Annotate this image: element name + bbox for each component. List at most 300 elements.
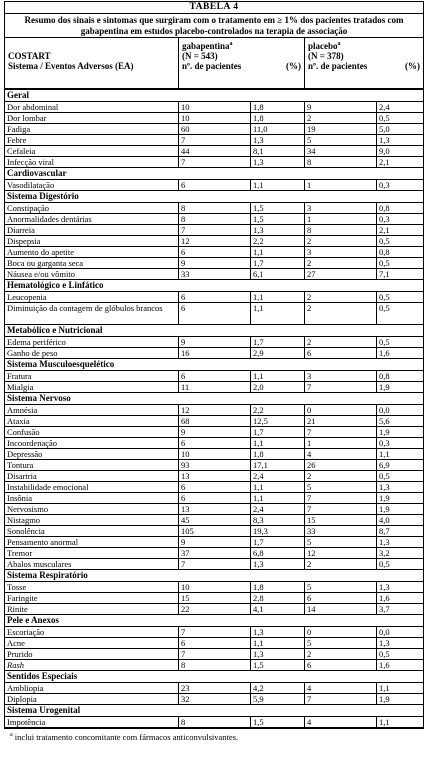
- gabapentin-pct-cell: 1,8: [251, 449, 305, 459]
- gabapentin-count-cell: 23: [179, 683, 251, 693]
- table-row: [5, 405, 423, 416]
- placebo-count-cell: 15: [305, 515, 377, 525]
- section-header: Sistema Urogenital: [5, 705, 423, 717]
- gabapentin-count-cell: 10: [179, 113, 251, 123]
- event-cell: Febre: [5, 135, 179, 145]
- gabapentin-pct-cell: 1,8: [251, 582, 305, 592]
- table-row: [5, 638, 423, 649]
- placebo-pct-cell: 2,1: [379, 225, 390, 235]
- adverse-events-table: [4, 1, 424, 729]
- placebo-count-cell: 3: [305, 203, 377, 213]
- placebo-pct-cell: 1,6: [379, 660, 390, 670]
- table-row: [5, 292, 423, 303]
- placebo-pct-cell: 9,0: [379, 146, 390, 156]
- gabapentin-pct-cell: 1,3: [251, 225, 305, 235]
- event-cell: Dor lombar: [5, 113, 179, 123]
- placebo-pct-cell: 1,6: [379, 348, 390, 358]
- gabapentin-pct-cell: 6,8: [251, 548, 305, 558]
- gabapentin-pct-cell: 19,3: [251, 526, 305, 536]
- gabapentin-count-cell: 6: [179, 180, 251, 190]
- event-cell: Acne: [5, 638, 179, 648]
- placebo-count-cell: 1: [305, 214, 377, 224]
- table-row: [5, 258, 423, 269]
- placebo-pct-cell: 8,7: [379, 526, 390, 536]
- gabapentin-count-cell: 105: [179, 526, 251, 536]
- gabapentin-pct-cell: 1,5: [251, 717, 305, 727]
- event-cell: Incoordenação: [5, 438, 179, 448]
- placebo-count-cell: 7: [305, 493, 377, 503]
- table-row: [5, 348, 423, 359]
- table-row: [5, 593, 423, 604]
- gabapentin-pct-cell: 1,5: [251, 203, 305, 213]
- placebo-count-cell: 2: [305, 303, 377, 324]
- placebo-pct-cell: 0,5: [379, 559, 390, 569]
- placebo-count-cell: 8: [305, 157, 377, 167]
- placebo-pct-cell: 3,7: [379, 604, 390, 614]
- event-cell: Disartria: [5, 471, 179, 481]
- placebo-count-cell: 0: [305, 405, 377, 415]
- placebo-count-cell: 5: [305, 638, 377, 648]
- placebo-count-cell: 3: [305, 247, 377, 257]
- gabapentin-pct-cell: 1,7: [251, 427, 305, 437]
- gabapentin-count-cell: 8: [179, 717, 251, 727]
- table-row: [5, 438, 423, 449]
- event-cell: Fratura: [5, 371, 179, 381]
- gabapentin-count-cell: 6: [179, 303, 251, 324]
- gabapentin-count-cell: 10: [179, 449, 251, 459]
- gabapentin-pct-cell: 1,7: [251, 537, 305, 547]
- placebo-count-cell: 5: [305, 135, 377, 145]
- placebo-count-cell: 5: [305, 482, 377, 492]
- table-row: [5, 371, 423, 382]
- event-cell: Aumento do apetite: [5, 247, 179, 257]
- header-gabapentin-count-label: nº. de pacientes: [182, 61, 242, 71]
- gabapentin-pct-cell: 2,0: [251, 382, 305, 392]
- placebo-count-cell: 2: [305, 258, 377, 268]
- event-cell: Prurido: [5, 649, 179, 659]
- header-placebo-name: placebo$^a$: [308, 41, 341, 51]
- gabapentin-count-cell: 8: [179, 203, 251, 213]
- placebo-count-cell: 21: [305, 416, 377, 426]
- placebo-count-cell: 7: [305, 382, 377, 392]
- placebo-pct-cell: 0,8: [379, 371, 390, 381]
- placebo-pct-cell: 0,5: [379, 113, 390, 123]
- placebo-count-cell: 0: [305, 627, 377, 637]
- header-costart: COSTART: [8, 51, 51, 61]
- placebo-count-cell: 2: [305, 236, 377, 246]
- event-cell: Tosse: [5, 582, 179, 592]
- placebo-count-cell: 2: [305, 649, 377, 659]
- placebo-count-cell: 4: [305, 717, 377, 727]
- gabapentin-pct-cell: 4,2: [251, 683, 305, 693]
- gabapentin-pct-cell: 1,1: [251, 493, 305, 503]
- event-cell: Leucopenia: [5, 292, 179, 302]
- placebo-pct-cell: 1,3: [379, 135, 390, 145]
- header-system-label: Sistema / Eventos Adversos (EA): [8, 61, 134, 71]
- gabapentin-pct-cell: 1,3: [251, 157, 305, 167]
- placebo-pct-cell: 0,8: [379, 203, 390, 213]
- placebo-count-cell: 5: [305, 537, 377, 547]
- table-row: [5, 113, 423, 124]
- gabapentin-pct-cell: 1,5: [251, 660, 305, 670]
- footnote-text: inclui tratamento concomitante com fármacos anticonvulsivantes.: [14, 731, 239, 742]
- placebo-pct-cell: 1,6: [379, 593, 390, 603]
- table-row: [5, 717, 423, 728]
- section-header: Sistema Musculoesquelético: [5, 359, 423, 371]
- event-cell: Tremor: [5, 548, 179, 558]
- gabapentin-pct-cell: 1,1: [251, 371, 305, 381]
- table-row: [5, 471, 423, 482]
- event-cell: Confusão: [5, 427, 179, 437]
- placebo-count-cell: 3: [305, 371, 377, 381]
- gabapentin-pct-cell: 17,1: [251, 460, 305, 470]
- event-cell: Diplopia: [5, 694, 179, 704]
- gabapentin-pct-cell: 6,1: [251, 269, 305, 279]
- table-row: [5, 157, 423, 168]
- event-cell: Faringite: [5, 593, 179, 603]
- table-row: [5, 102, 423, 113]
- table-row: [5, 427, 423, 438]
- gabapentin-count-cell: 22: [179, 604, 251, 614]
- gabapentin-pct-cell: 1,8: [251, 113, 305, 123]
- table-row: [5, 515, 423, 526]
- gabapentin-pct-cell: 1,1: [251, 482, 305, 492]
- event-cell: Insônia: [5, 493, 179, 503]
- placebo-pct-cell: 0,5: [379, 303, 390, 313]
- placebo-count-cell: 26: [305, 460, 377, 470]
- gabapentin-pct-cell: 1,1: [251, 292, 305, 302]
- gabapentin-count-cell: 32: [179, 694, 251, 704]
- gabapentin-count-cell: 7: [179, 135, 251, 145]
- footnote: [4, 730, 424, 742]
- event-cell: Cefaleia: [5, 146, 179, 156]
- table-row: [5, 269, 423, 280]
- gabapentin-count-cell: 6: [179, 438, 251, 448]
- gabapentin-count-cell: 10: [179, 582, 251, 592]
- table-row: [5, 604, 423, 615]
- placebo-count-cell: 6: [305, 348, 377, 358]
- header-gabapentin-n: (N = 543): [182, 51, 218, 61]
- gabapentin-count-cell: 6: [179, 482, 251, 492]
- table-row: [5, 559, 423, 570]
- event-cell: Nervosismo: [5, 504, 179, 514]
- event-cell: Infecção viral: [5, 157, 179, 167]
- placebo-pct-cell: 1,9: [379, 694, 390, 704]
- placebo-count-cell: 2: [305, 292, 377, 302]
- gabapentin-count-cell: 6: [179, 292, 251, 302]
- gabapentin-pct-cell: 2,2: [251, 405, 305, 415]
- event-cell: Diminuição da contagem de glóbulos brancos: [5, 303, 179, 324]
- event-cell: Ataxia: [5, 416, 179, 426]
- placebo-pct-cell: 5,6: [379, 416, 390, 426]
- placebo-pct-cell: 5,0: [379, 124, 390, 134]
- gabapentin-count-cell: 6: [179, 247, 251, 257]
- event-cell: Diarreia: [5, 225, 179, 235]
- event-cell: Náusea e/ou vômito: [5, 269, 179, 279]
- placebo-count-cell: 7: [305, 427, 377, 437]
- table-row: [5, 660, 423, 671]
- gabapentin-count-cell: 9: [179, 258, 251, 268]
- section-header: Geral: [5, 90, 423, 102]
- placebo-pct-cell: 1,3: [379, 638, 390, 648]
- placebo-count-cell: 19: [305, 124, 377, 134]
- placebo-count-cell: 6: [305, 593, 377, 603]
- event-cell: Dor abdominal: [5, 102, 179, 112]
- gabapentin-count-cell: 9: [179, 337, 251, 347]
- gabapentin-pct-cell: 1,7: [251, 337, 305, 347]
- placebo-count-cell: 1: [305, 438, 377, 448]
- gabapentin-count-cell: 6: [179, 493, 251, 503]
- gabapentin-count-cell: 68: [179, 416, 251, 426]
- gabapentin-count-cell: 6: [179, 371, 251, 381]
- gabapentin-pct-cell: 2,9: [251, 348, 305, 358]
- header-gabapentin-pct-label: (%): [286, 61, 301, 71]
- gabapentin-count-cell: 7: [179, 157, 251, 167]
- event-cell: Rash: [5, 660, 179, 670]
- table-body: [5, 90, 423, 728]
- table-description: Resumo dos sinais e sintomas que surgiram com o tratamento em ≥ 1% dos pacientes tratados com gabapentina em estudos placebo-controlados na terapia de associação: [5, 14, 423, 38]
- table-row: [5, 203, 423, 214]
- gabapentin-count-cell: 7: [179, 627, 251, 637]
- section-header: Hematológico e Linfático: [5, 280, 423, 292]
- gabapentin-count-cell: 8: [179, 660, 251, 670]
- placebo-pct-cell: 6,9: [379, 460, 390, 470]
- placebo-count-cell: 4: [305, 449, 377, 459]
- gabapentin-count-cell: 7: [179, 559, 251, 569]
- placebo-pct-cell: 4,0: [379, 515, 390, 525]
- placebo-pct-cell: 0,0: [379, 405, 390, 415]
- header-system-column: [5, 38, 179, 88]
- table-row: [5, 582, 423, 593]
- placebo-count-cell: 6: [305, 660, 377, 670]
- gabapentin-count-cell: 13: [179, 471, 251, 481]
- placebo-count-cell: 8: [305, 225, 377, 235]
- table-row: [5, 449, 423, 460]
- placebo-count-cell: 12: [305, 548, 377, 558]
- gabapentin-pct-cell: 1,1: [251, 247, 305, 257]
- header-placebo-subcols: [308, 61, 420, 71]
- gabapentin-pct-cell: 11,0: [251, 124, 305, 134]
- section-header: Pele e Anexos: [5, 615, 423, 627]
- gabapentin-pct-cell: 12,5: [251, 416, 305, 426]
- gabapentin-pct-cell: 1,1: [251, 438, 305, 448]
- table-row: [5, 214, 423, 225]
- placebo-pct-cell: 1,1: [379, 683, 390, 693]
- table-row: [5, 627, 423, 638]
- placebo-pct-cell: 2,4: [379, 102, 390, 112]
- gabapentin-count-cell: 7: [179, 225, 251, 235]
- placebo-count-cell: 4: [305, 683, 377, 693]
- gabapentin-count-cell: 9: [179, 427, 251, 437]
- footnote-marker: a: [10, 732, 13, 738]
- placebo-count-cell: 7: [305, 694, 377, 704]
- placebo-pct-cell: 1,9: [379, 427, 390, 437]
- table-row: [5, 504, 423, 515]
- placebo-count-cell: 9: [305, 102, 377, 112]
- event-cell: Vasodilatação: [5, 180, 179, 190]
- event-cell: Impotência: [5, 717, 179, 727]
- placebo-pct-cell: 0,3: [379, 180, 390, 190]
- placebo-pct-cell: 0,3: [379, 438, 390, 448]
- table-row: [5, 135, 423, 146]
- gabapentin-count-cell: 44: [179, 146, 251, 156]
- event-cell: Instabilidade emocional: [5, 482, 179, 492]
- placebo-count-cell: 1: [305, 180, 377, 190]
- event-cell: Sonolência: [5, 526, 179, 536]
- placebo-count-cell: 2: [305, 337, 377, 347]
- section-header: Cardiovascular: [5, 168, 423, 180]
- gabapentin-count-cell: 45: [179, 515, 251, 525]
- event-cell: Escoriação: [5, 627, 179, 637]
- event-cell: Boca ou garganta seca: [5, 258, 179, 268]
- section-header: Sistema Respiratório: [5, 570, 423, 582]
- event-cell: Anormalidades dentárias: [5, 214, 179, 224]
- gabapentin-count-cell: 12: [179, 236, 251, 246]
- placebo-pct-cell: 0,5: [379, 258, 390, 268]
- gabapentin-count-cell: 6: [179, 638, 251, 648]
- table-row: [5, 694, 423, 705]
- table-title: TABELA 4: [5, 2, 423, 14]
- event-cell: Abalos musculares: [5, 559, 179, 569]
- placebo-count-cell: 2: [305, 471, 377, 481]
- gabapentin-count-cell: 93: [179, 460, 251, 470]
- section-header: Metabólico e Nutricional: [5, 325, 423, 337]
- event-cell: Rinite: [5, 604, 179, 614]
- placebo-pct-cell: 0,5: [379, 649, 390, 659]
- event-cell: Edema periférico: [5, 337, 179, 347]
- table-row: [5, 537, 423, 548]
- table-row: [5, 225, 423, 236]
- header-placebo-count-label: nº. de pacientes: [308, 61, 368, 71]
- placebo-count-cell: 2: [305, 559, 377, 569]
- section-header: Sistema Digestório: [5, 191, 423, 203]
- placebo-count-cell: 33: [305, 526, 377, 536]
- table-row: [5, 683, 423, 694]
- gabapentin-count-cell: 7: [179, 649, 251, 659]
- table-row: [5, 416, 423, 427]
- placebo-pct-cell: 2,1: [379, 157, 390, 167]
- event-cell: Pensamento anormal: [5, 537, 179, 547]
- event-cell: Fadiga: [5, 124, 179, 134]
- placebo-count-cell: 34: [305, 146, 377, 156]
- placebo-pct-cell: 1,9: [379, 504, 390, 514]
- gabapentin-pct-cell: 1,3: [251, 627, 305, 637]
- table-row: [5, 303, 423, 325]
- placebo-pct-cell: 0,5: [379, 471, 390, 481]
- header-placebo-pct-label: (%): [405, 61, 420, 71]
- section-header: Sentidos Especiais: [5, 671, 423, 683]
- gabapentin-count-cell: 9: [179, 537, 251, 547]
- event-cell: Constipação: [5, 203, 179, 213]
- header-gabapentin-subcols: [182, 61, 301, 71]
- gabapentin-pct-cell: 1,1: [251, 303, 305, 324]
- gabapentin-pct-cell: 8,1: [251, 146, 305, 156]
- event-cell: Ganho de peso: [5, 348, 179, 358]
- table-row: [5, 493, 423, 504]
- table-row: [5, 649, 423, 660]
- placebo-pct-cell: 1,1: [379, 449, 390, 459]
- gabapentin-pct-cell: 2,2: [251, 236, 305, 246]
- placebo-pct-cell: 1,9: [379, 382, 390, 392]
- gabapentin-pct-cell: 1,7: [251, 258, 305, 268]
- placebo-pct-cell: 3,2: [379, 548, 390, 558]
- gabapentin-count-cell: 13: [179, 504, 251, 514]
- table-row: [5, 548, 423, 559]
- gabapentin-count-cell: 16: [179, 348, 251, 358]
- gabapentin-count-cell: 10: [179, 102, 251, 112]
- gabapentin-count-cell: 60: [179, 124, 251, 134]
- gabapentin-pct-cell: 2,8: [251, 593, 305, 603]
- placebo-pct-cell: 0,8: [379, 247, 390, 257]
- placebo-pct-cell: 1,3: [379, 537, 390, 547]
- gabapentin-pct-cell: 2,4: [251, 471, 305, 481]
- gabapentin-pct-cell: 2,4: [251, 504, 305, 514]
- gabapentin-pct-cell: 8,3: [251, 515, 305, 525]
- table-row: [5, 146, 423, 157]
- event-cell: Tontura: [5, 460, 179, 470]
- table-row: [5, 482, 423, 493]
- header-gabapentin-name: gabapentina$^a$: [182, 41, 233, 51]
- event-cell: Amnésia: [5, 405, 179, 415]
- placebo-pct-cell: 0,5: [379, 337, 390, 347]
- event-cell: Depressão: [5, 449, 179, 459]
- gabapentin-pct-cell: 1,1: [251, 638, 305, 648]
- gabapentin-pct-cell: 1,8: [251, 102, 305, 112]
- gabapentin-count-cell: 11: [179, 382, 251, 392]
- table-row: [5, 180, 423, 191]
- gabapentin-count-cell: 8: [179, 214, 251, 224]
- placebo-pct-cell: 0,0: [379, 627, 390, 637]
- header-placebo-n: (N = 378): [308, 51, 344, 61]
- table-row: [5, 247, 423, 258]
- placebo-pct-cell: 0,5: [379, 236, 390, 246]
- gabapentin-pct-cell: 1,3: [251, 135, 305, 145]
- event-cell: Dispepsia: [5, 236, 179, 246]
- event-cell: Ambliopia: [5, 683, 179, 693]
- event-cell: Mialgia: [5, 382, 179, 392]
- placebo-pct-cell: 1,3: [379, 582, 390, 592]
- placebo-count-cell: 27: [305, 269, 377, 279]
- placebo-pct-cell: 1,1: [379, 717, 390, 727]
- gabapentin-pct-cell: 4,1: [251, 604, 305, 614]
- table-header: [5, 38, 423, 90]
- gabapentin-count-cell: 12: [179, 405, 251, 415]
- section-header: Sistema Nervoso: [5, 393, 423, 405]
- placebo-pct-cell: 1,9: [379, 493, 390, 503]
- gabapentin-pct-cell: 1,1: [251, 180, 305, 190]
- gabapentin-pct-cell: 5,9: [251, 694, 305, 704]
- gabapentin-count-cell: 33: [179, 269, 251, 279]
- table-row: [5, 526, 423, 537]
- gabapentin-pct-cell: 1,3: [251, 649, 305, 659]
- gabapentin-count-cell: 37: [179, 548, 251, 558]
- placebo-pct-cell: 0,3: [379, 214, 390, 224]
- table-row: [5, 124, 423, 135]
- table-row: [5, 460, 423, 471]
- placebo-count-cell: 5: [305, 582, 377, 592]
- placebo-pct-cell: 1,3: [379, 482, 390, 492]
- gabapentin-pct-cell: 1,5: [251, 214, 305, 224]
- placebo-pct-cell: 7,1: [379, 269, 390, 279]
- placebo-pct-cell: 0,5: [379, 292, 390, 302]
- table-row: [5, 337, 423, 348]
- placebo-count-cell: 2: [305, 113, 377, 123]
- table-row: [5, 236, 423, 247]
- header-gabapentin-column: [179, 38, 305, 88]
- gabapentin-count-cell: 15: [179, 593, 251, 603]
- table-row: [5, 382, 423, 393]
- gabapentin-pct-cell: 1,3: [251, 559, 305, 569]
